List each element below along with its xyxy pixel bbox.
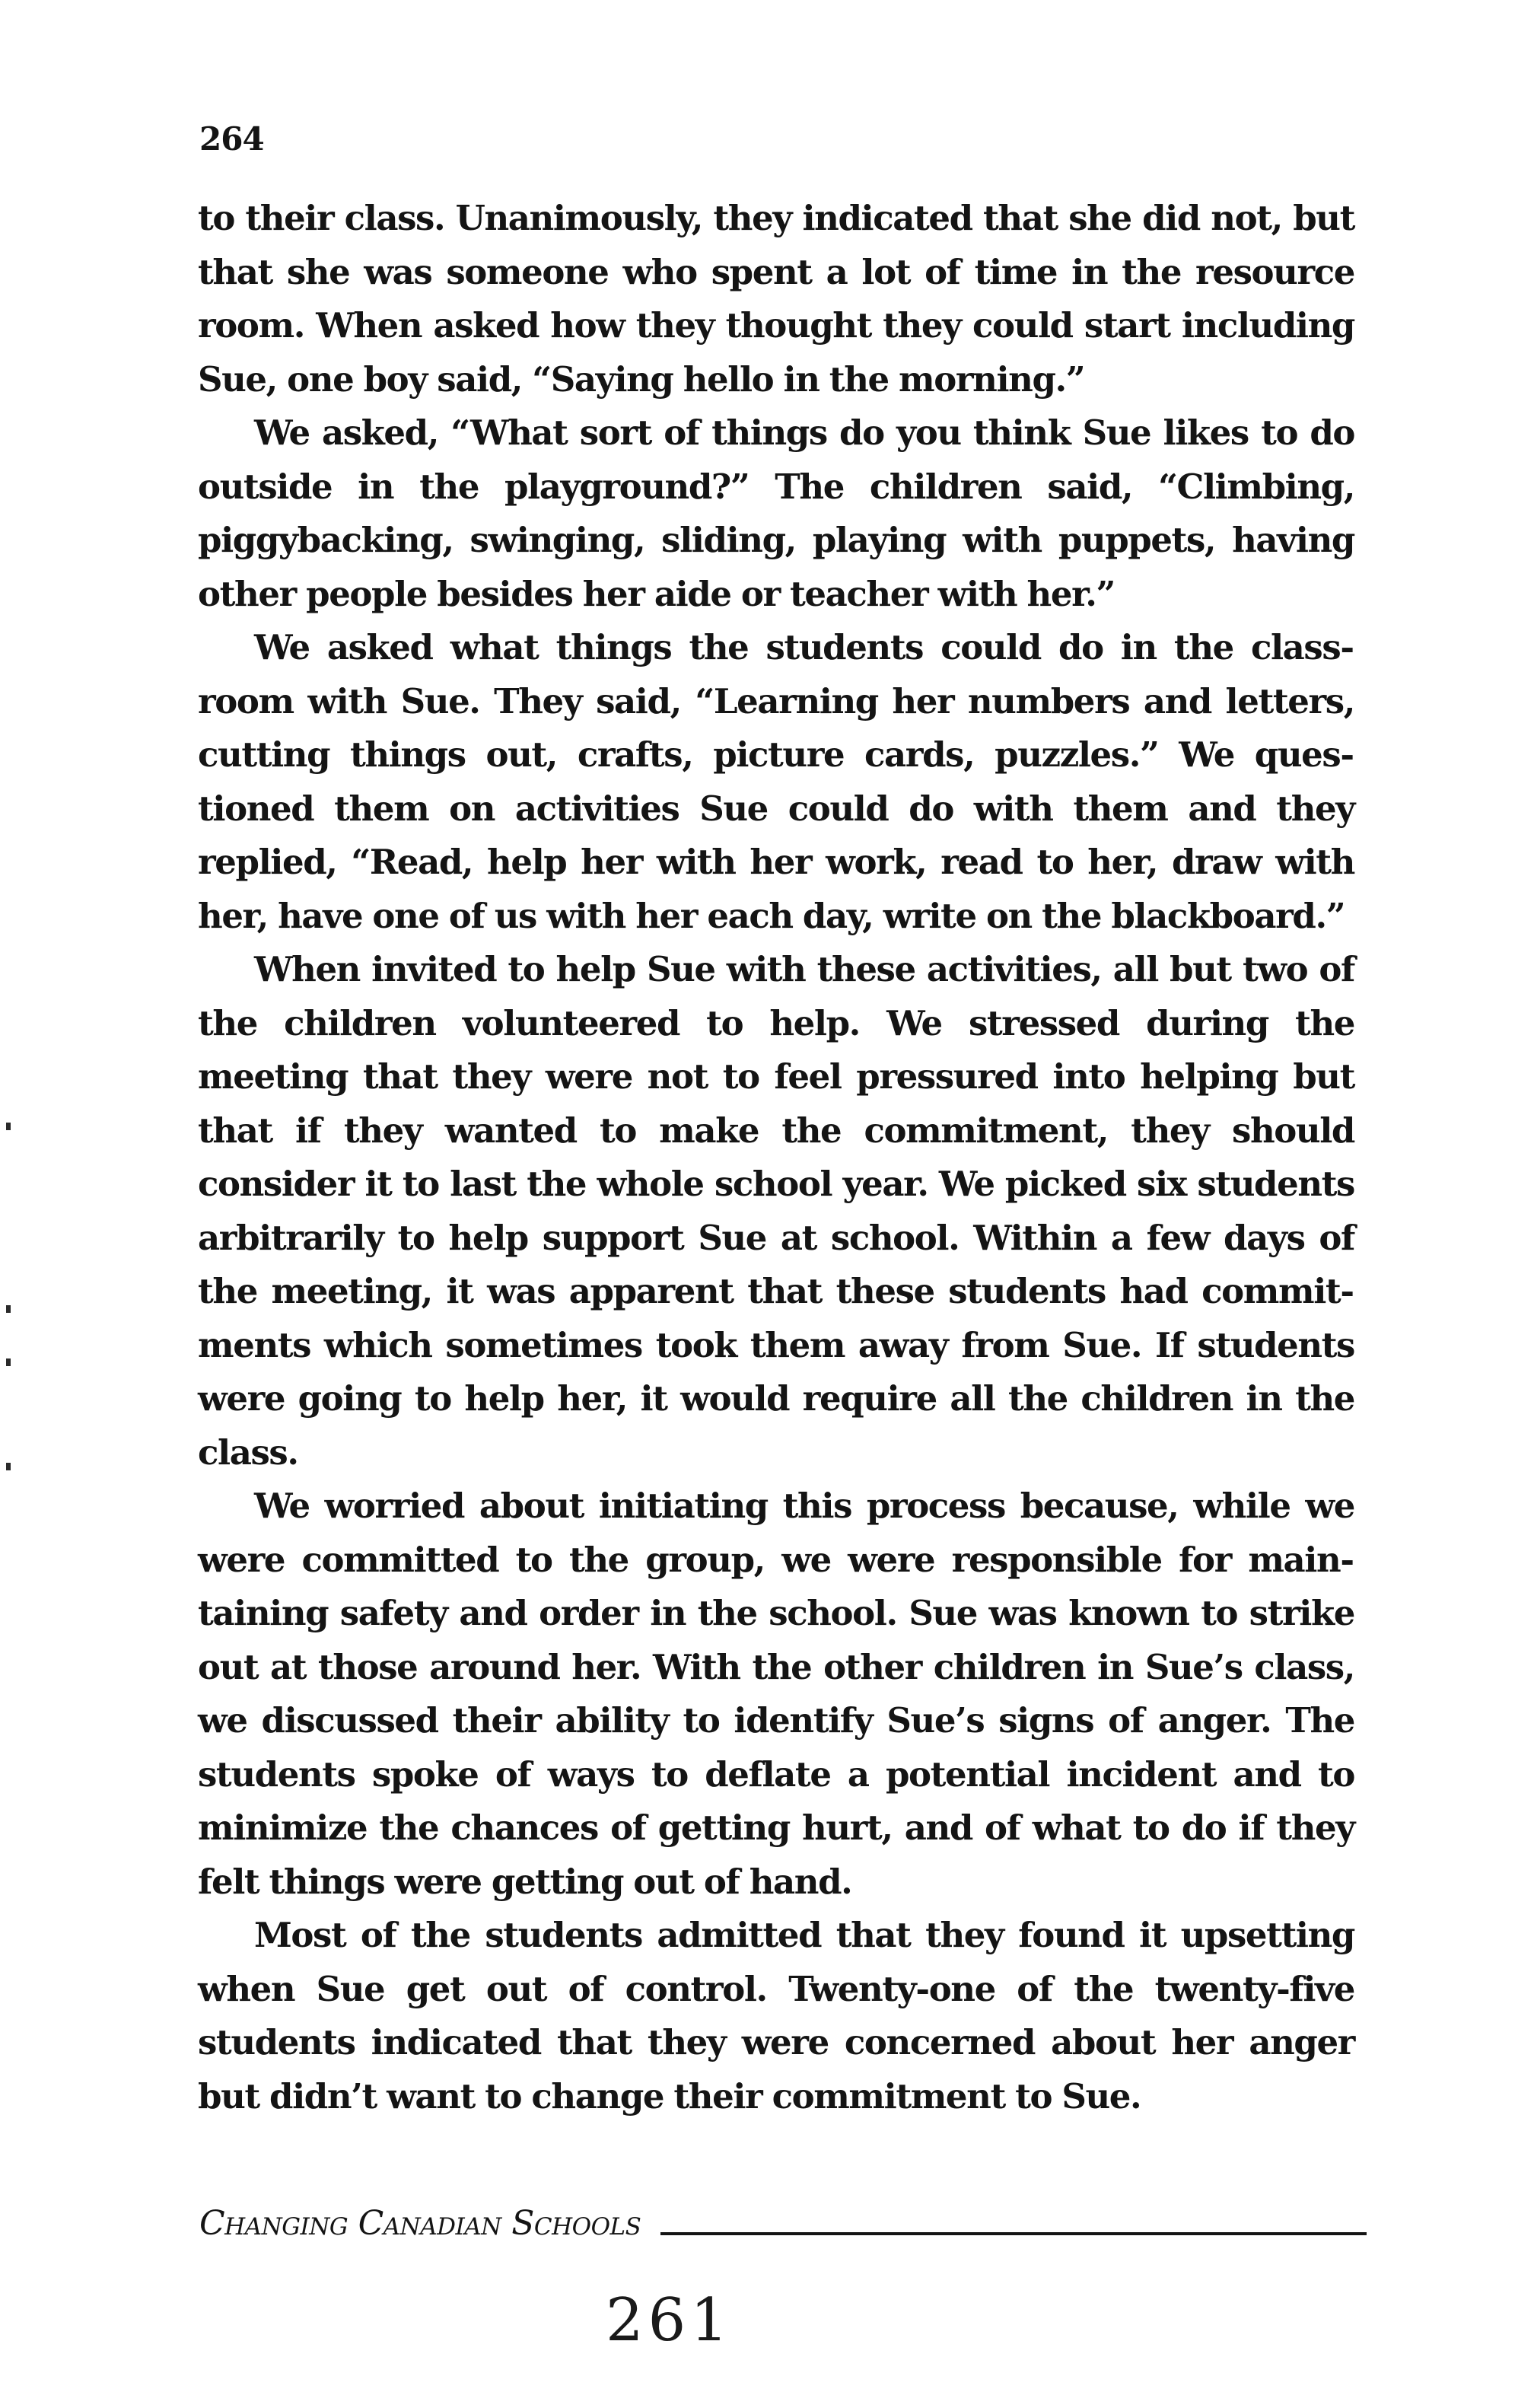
stamp-number: 261 xyxy=(606,2286,733,2355)
margin-mark xyxy=(6,1463,11,1470)
running-title: Changing Canadian Schools xyxy=(199,2204,641,2243)
body-text xyxy=(198,192,1354,2123)
paragraph-4: When invited to help Sue with these activities, all but two of the children volunteered to help. We stressed during the meeting that they were not to feel pressured into helping but that if they wanted to make the commitment, they should consider it to last the whole school year. We picked six students arbitrarily to help support Sue at school. Within a few days of the meeting, it was apparent that these students had commitments which sometimes took them away from Sue. If students were going to help her, it would require all the children in the class. xyxy=(198,949,1354,1473)
margin-mark xyxy=(6,1305,11,1313)
paragraph-1: to their class. Unanimously, they indicated that she did not, but that she was someone who spent a lot of time in the resource room. When asked how they thought they could start including Sue, one boy said, “Saying hello in the morning.” xyxy=(198,198,1354,400)
margin-mark xyxy=(6,1358,11,1366)
paragraph-2: We asked, “What sort of things do you think Sue likes to do outside in the playground?” The children said, “Climbing, piggybacking, swinging, sliding, playing with puppets, having other people besides her aide or teacher with her.” xyxy=(198,412,1354,614)
page-footer xyxy=(199,2204,1367,2243)
paragraph-6: Most of the students admitted that they found it upsetting when Sue get out of control. Twenty-one of the twenty-five students indicated that they were concerned about her anger but didn’t want to change their commitment to Sue. xyxy=(198,1915,1354,2117)
margin-mark xyxy=(6,1123,11,1130)
footer-rule xyxy=(660,2232,1367,2235)
page-number: 264 xyxy=(199,120,264,158)
paragraph-3: We asked what things the students could do in the classroom with Sue. They said, “Learning her numbers and letters, cutting things out, crafts, picture cards, puzzles.” We questioned them on activities Sue could do with them and they replied, “Read, help her with her work, read to her, draw with her, have one of us with her each day, write on the blackboard.” xyxy=(198,627,1354,936)
paragraph-5: We worried about initiating this process because, while we were committed to the group, we were responsible for maintaining safety and order in the school. Sue was known to strike out at those around her. With the other children in Sue’s class, we discussed their ability to identify Sue’s signs of anger. The students spoke of ways to deflate a potential incident and to minimize the chances of getting hurt, and of what to do if they felt things were getting out of hand. xyxy=(198,1486,1354,1902)
